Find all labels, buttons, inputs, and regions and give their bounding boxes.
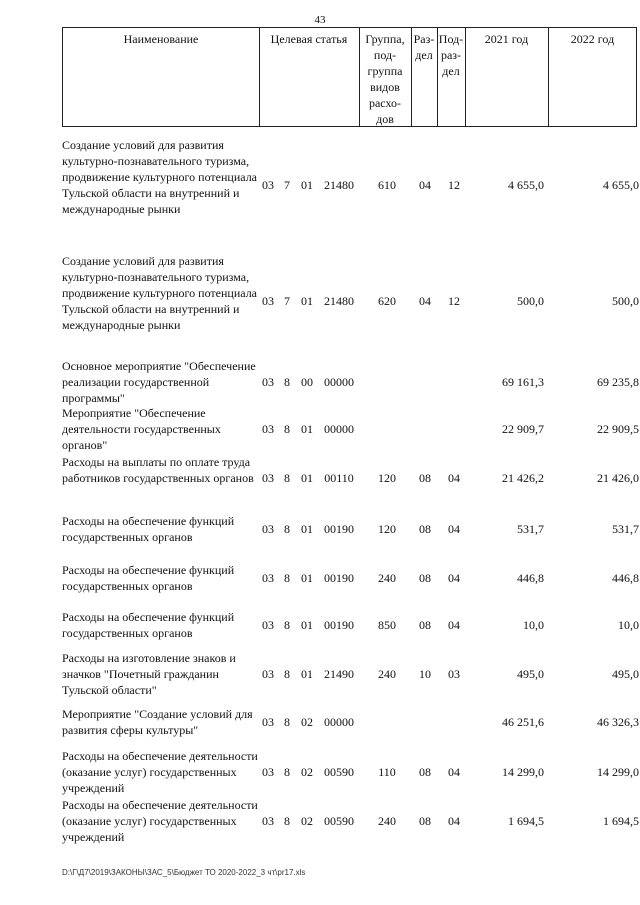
target-part-3: 02 bbox=[301, 715, 313, 729]
target-part-3: 01 bbox=[301, 618, 313, 632]
target-part-4: 21480 bbox=[324, 178, 354, 192]
target-part-4: 00590 bbox=[324, 765, 354, 779]
target-part-4: 00190 bbox=[324, 571, 354, 585]
target-part-1: 03 bbox=[262, 765, 274, 779]
row-name: Расходы на обеспечение функций государственных органов bbox=[62, 563, 235, 593]
section-code: 04 bbox=[419, 294, 431, 308]
target-part-3: 02 bbox=[301, 814, 313, 828]
row-name: Создание условий для развития культурно-познавательного туризма, продвижение культурного потенциала Тульской области на внутренний и международные рынки bbox=[62, 254, 258, 332]
value-2021: 21 426,2 bbox=[502, 471, 544, 485]
target-part-3: 01 bbox=[301, 471, 313, 485]
section-code: 08 bbox=[419, 471, 431, 485]
table-row bbox=[62, 562, 640, 594]
table-row bbox=[62, 797, 640, 845]
target-part-4: 00110 bbox=[324, 471, 354, 485]
header-target: Целевая статья bbox=[270, 32, 348, 46]
value-2022: 446,8 bbox=[612, 571, 639, 585]
target-part-4: 00000 bbox=[324, 422, 354, 436]
value-2022: 69 235,8 bbox=[597, 375, 639, 389]
table-row bbox=[62, 358, 640, 406]
section-code: 08 bbox=[419, 522, 431, 536]
target-part-1: 03 bbox=[262, 814, 274, 828]
header-section: Раз- дел bbox=[413, 32, 435, 62]
row-name: Расходы на обеспечение деятельности (оказание услуг) государственных учреждений bbox=[62, 749, 258, 795]
target-part-2: 7 bbox=[284, 178, 290, 192]
row-name: Расходы на изготовление знаков и значков "Почетный гражданин Тульской области" bbox=[62, 651, 236, 697]
target-part-3: 01 bbox=[301, 571, 313, 585]
group-code: 240 bbox=[378, 814, 396, 828]
page-number: 43 bbox=[314, 14, 326, 26]
value-2021: 46 251,6 bbox=[502, 715, 544, 729]
table-row bbox=[62, 706, 640, 738]
target-part-1: 03 bbox=[262, 571, 274, 585]
target-part-4: 00000 bbox=[324, 715, 354, 729]
target-part-4: 21490 bbox=[324, 667, 354, 681]
target-part-1: 03 bbox=[262, 522, 274, 536]
target-part-2: 8 bbox=[284, 765, 290, 779]
value-2022: 21 426,0 bbox=[597, 471, 639, 485]
table-row bbox=[62, 513, 640, 545]
row-name: Расходы на обеспечение функций государственных органов bbox=[62, 610, 235, 640]
target-part-2: 8 bbox=[284, 618, 290, 632]
section-code: 08 bbox=[419, 618, 431, 632]
row-name: Расходы на выплаты по оплате труда работников государственных органов bbox=[62, 455, 254, 485]
target-part-3: 00 bbox=[301, 375, 313, 389]
group-code: 110 bbox=[378, 765, 396, 779]
section-code: 04 bbox=[419, 178, 431, 192]
target-part-3: 01 bbox=[301, 422, 313, 436]
target-part-2: 8 bbox=[284, 375, 290, 389]
target-part-2: 8 bbox=[284, 422, 290, 436]
target-part-1: 03 bbox=[262, 715, 274, 729]
target-part-2: 8 bbox=[284, 667, 290, 681]
group-code: 240 bbox=[378, 571, 396, 585]
target-part-1: 03 bbox=[262, 178, 274, 192]
value-2021: 69 161,3 bbox=[502, 375, 544, 389]
table-header bbox=[62, 27, 637, 127]
subsection-code: 04 bbox=[448, 571, 460, 585]
target-part-3: 01 bbox=[301, 294, 313, 308]
value-2021: 14 299,0 bbox=[502, 765, 544, 779]
value-2022: 46 326,3 bbox=[597, 715, 639, 729]
target-part-3: 02 bbox=[301, 765, 313, 779]
target-part-2: 7 bbox=[284, 294, 290, 308]
value-2022: 10,0 bbox=[618, 618, 639, 632]
value-2022: 4 655,0 bbox=[603, 178, 639, 192]
value-2021: 22 909,7 bbox=[502, 422, 544, 436]
target-part-4: 00190 bbox=[324, 522, 354, 536]
value-2021: 500,0 bbox=[517, 294, 544, 308]
target-part-2: 8 bbox=[284, 471, 290, 485]
subsection-code: 04 bbox=[448, 618, 460, 632]
row-name: Расходы на обеспечение функций государственных органов bbox=[62, 514, 235, 544]
target-part-3: 01 bbox=[301, 522, 313, 536]
target-part-3: 01 bbox=[301, 667, 313, 681]
value-2022: 495,0 bbox=[612, 667, 639, 681]
subsection-code: 04 bbox=[448, 522, 460, 536]
group-code: 610 bbox=[378, 178, 396, 192]
row-name: Основное мероприятие "Обеспечение реализации государственной программы" bbox=[62, 359, 256, 405]
header-group: Группа, под- группа видов расхо- дов bbox=[365, 32, 405, 126]
section-code: 10 bbox=[419, 667, 431, 681]
group-code: 240 bbox=[378, 667, 396, 681]
row-name: Мероприятие "Создание условий для развития сферы культуры" bbox=[62, 707, 253, 737]
target-part-1: 03 bbox=[262, 375, 274, 389]
target-part-4: 00000 bbox=[324, 375, 354, 389]
subsection-code: 12 bbox=[448, 178, 460, 192]
value-2021: 531,7 bbox=[517, 522, 544, 536]
row-name: Расходы на обеспечение деятельности (оказание услуг) государственных учреждений bbox=[62, 798, 258, 844]
value-2021: 495,0 bbox=[517, 667, 544, 681]
section-code: 08 bbox=[419, 571, 431, 585]
section-code: 08 bbox=[419, 765, 431, 779]
subsection-code: 03 bbox=[448, 667, 460, 681]
value-2022: 531,7 bbox=[612, 522, 639, 536]
header-2022: 2022 год bbox=[570, 32, 615, 46]
value-2022: 500,0 bbox=[612, 294, 639, 308]
target-part-4: 00590 bbox=[324, 814, 354, 828]
value-2022: 22 909,5 bbox=[597, 422, 639, 436]
section-code: 08 bbox=[419, 814, 431, 828]
subsection-code: 04 bbox=[448, 814, 460, 828]
table-row bbox=[62, 454, 640, 502]
value-2021: 446,8 bbox=[517, 571, 544, 585]
header-2021: 2021 год bbox=[484, 32, 529, 46]
group-code: 120 bbox=[378, 471, 396, 485]
target-part-2: 8 bbox=[284, 522, 290, 536]
row-name: Создание условий для развития культурно-познавательного туризма, продвижение культурного потенциала Тульской области на внутренний и международные рынки bbox=[62, 138, 258, 216]
file-path-footer: D:\Г\Д7\2019\ЗАКОНЫ\ЗАС_5\Бюджет ТО 2020-2022_3 чт\pr17.xls bbox=[62, 868, 306, 877]
target-part-2: 8 bbox=[284, 814, 290, 828]
value-2021: 10,0 bbox=[523, 618, 544, 632]
header-name: Наименование bbox=[123, 32, 199, 46]
target-part-4: 21480 bbox=[324, 294, 354, 308]
subsection-code: 04 bbox=[448, 471, 460, 485]
table-row bbox=[62, 253, 640, 349]
group-code: 850 bbox=[378, 618, 396, 632]
table-row bbox=[62, 137, 640, 233]
subsection-code: 12 bbox=[448, 294, 460, 308]
value-2022: 14 299,0 bbox=[597, 765, 639, 779]
table-row bbox=[62, 650, 640, 698]
target-part-4: 00190 bbox=[324, 618, 354, 632]
target-part-2: 8 bbox=[284, 715, 290, 729]
value-2022: 1 694,5 bbox=[603, 814, 639, 828]
target-part-2: 8 bbox=[284, 571, 290, 585]
table-row bbox=[62, 405, 640, 453]
target-part-1: 03 bbox=[262, 294, 274, 308]
row-name: Мероприятие "Обеспечение деятельности государственных органов" bbox=[62, 406, 221, 452]
value-2021: 4 655,0 bbox=[508, 178, 544, 192]
value-2021: 1 694,5 bbox=[508, 814, 544, 828]
table-row bbox=[62, 748, 640, 796]
target-part-1: 03 bbox=[262, 471, 274, 485]
target-part-1: 03 bbox=[262, 667, 274, 681]
target-part-1: 03 bbox=[262, 618, 274, 632]
table-row bbox=[62, 609, 640, 641]
group-code: 620 bbox=[378, 294, 396, 308]
group-code: 120 bbox=[378, 522, 396, 536]
header-subsection: Под- раз- дел bbox=[438, 32, 464, 78]
subsection-code: 04 bbox=[448, 765, 460, 779]
target-part-1: 03 bbox=[262, 422, 274, 436]
target-part-3: 01 bbox=[301, 178, 313, 192]
